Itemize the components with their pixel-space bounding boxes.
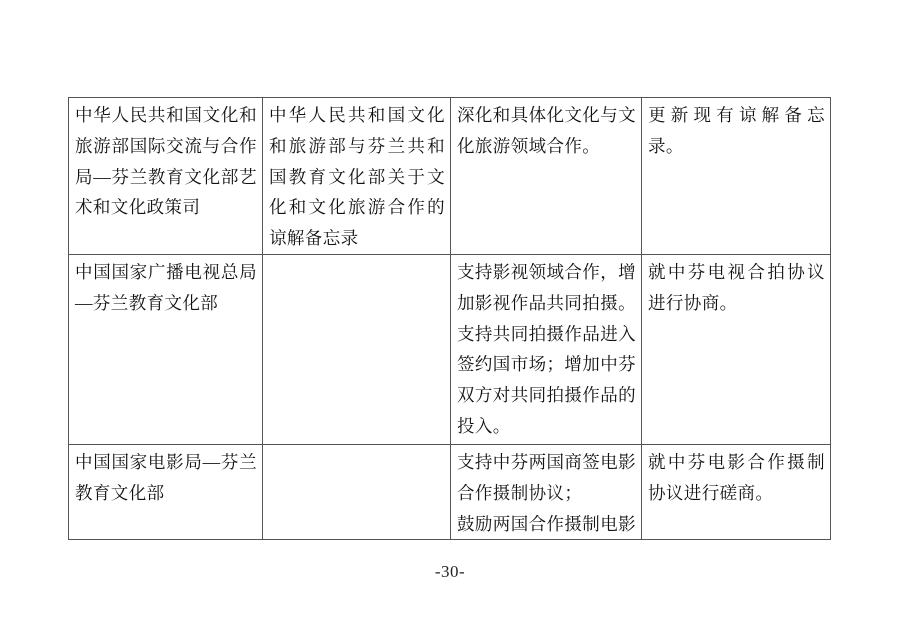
table-cell	[69, 254, 263, 444]
table-cell	[263, 254, 451, 444]
page-number: -30-	[434, 562, 466, 581]
table-cell	[263, 98, 451, 255]
table-cell	[642, 444, 831, 539]
cell-paragraph: 中华人民共和国文化和旅游部与芬兰共和国教育文化部关于文化和文化旅游合作的谅解备忘录	[269, 105, 445, 249]
table-cell	[451, 254, 642, 444]
cell-paragraph: 中国国家广播电视总局—芬兰教育文化部	[75, 261, 257, 313]
agreements-table	[68, 97, 831, 540]
cell-paragraph: 更新现有谅解备忘录。	[648, 105, 825, 156]
table-cell	[451, 98, 642, 255]
table-cell	[642, 254, 831, 444]
table-cell	[263, 444, 451, 539]
table-cell	[642, 98, 831, 255]
table-row	[69, 444, 831, 539]
cell-paragraph: 中国国家电影局—芬兰教育文化部	[75, 451, 257, 503]
cell-paragraph: 鼓励两国合作摄制电影	[457, 513, 636, 534]
table-row	[69, 254, 831, 444]
table-row	[69, 98, 831, 255]
table-cell	[69, 98, 263, 255]
table-cell	[69, 444, 263, 539]
cell-paragraph: 支持中芬两国商签电影合作摄制协议；	[457, 451, 636, 503]
cell-paragraph: 支持影视领域合作，增加影视作品共同拍摄。	[457, 261, 636, 313]
agreements-table-body	[69, 98, 831, 540]
table-cell	[451, 444, 642, 539]
cell-paragraph: 支持共同拍摄作品进入签约国市场；增加中芬双方对共同拍摄作品的投入。	[457, 323, 636, 436]
cell-paragraph: 就中芬电影合作摄制协议进行磋商。	[648, 451, 825, 503]
cell-paragraph: 深化和具体化文化与文化旅游领域合作。	[457, 105, 636, 156]
cell-paragraph: 中华人民共和国文化和旅游部国际交流与合作局—芬兰教育文化部艺术和文化政策司	[75, 105, 257, 218]
cell-paragraph: 就中芬电视合拍协议进行协商。	[648, 261, 825, 313]
